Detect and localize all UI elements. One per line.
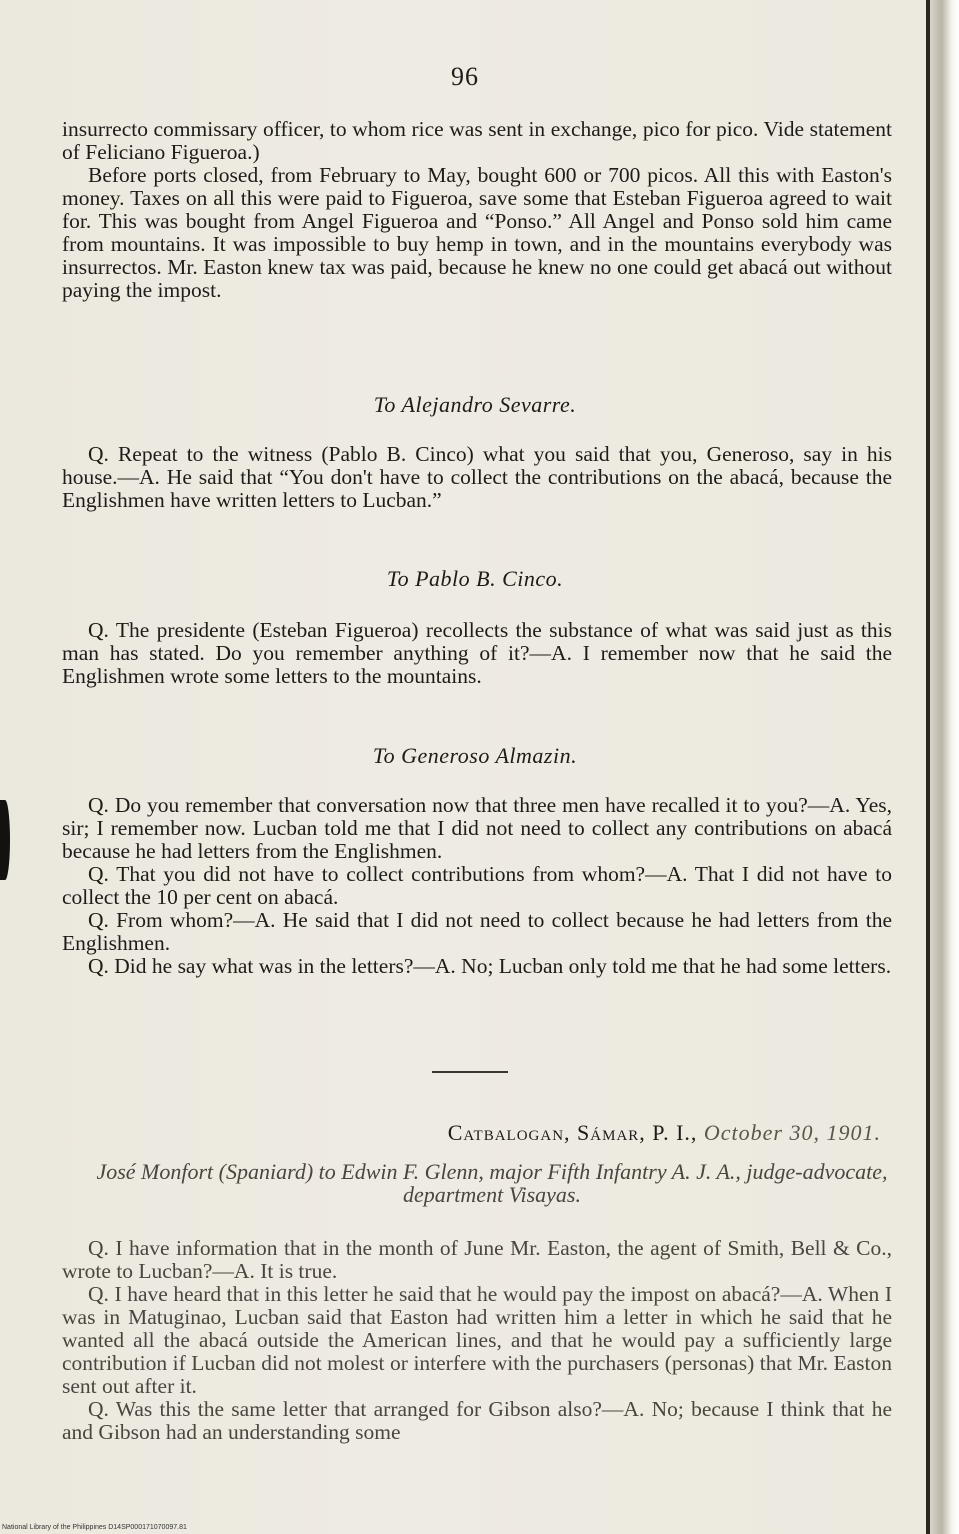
dateline-date: October 30, 1901.	[703, 1120, 881, 1145]
paragraph: Q. Do you remember that conversation now that three men have recalled it to you?—A. Yes, sir; I remember now. Lucban told me that I did not need to collect any contributions on abacá because he had letters from the Englishmen.	[62, 793, 892, 863]
paragraph: insurrecto commissary officer, to whom rice was sent in exchange, pico for pico. Vide statement of Feliciano Figueroa.)	[62, 117, 892, 164]
paragraph: Q. Was this the same letter that arranged for Gibson also?—A. No; because I think that he and Gibson had an understanding some	[62, 1397, 892, 1444]
paragraph: Q. I have heard that in this letter he said that he would pay the impost on abacá?—A. When I was in Matuginao, Lucban said that Easton had written him a letter in which he said that he wanted all the abacá outside the American lines, and that he would pay a sufficiently large contribution if Lucban did not molest or interfere with the purchasers (personas) that Mr. Easton sent out after it.	[62, 1282, 892, 1398]
paragraph: Q. The presidente (Esteban Figueroa) recollects the substance of what was said just as this man has stated. Do you remember anything of it?—A. I remember now that he said the Englishmen wrote some letters to the mountains.	[62, 618, 892, 688]
paragraph: Q. From whom?—A. He said that I did not need to collect because he had letters from the Englishmen.	[62, 908, 892, 955]
text-block-almazin	[62, 794, 892, 978]
text-block-cinco	[62, 619, 892, 688]
dateline-place: Catbalogan, Sámar, P. I.,	[447, 1120, 698, 1145]
paragraph: Q. Did he say what was in the letters?—A. No; Lucban only told me that he had some letters.	[88, 954, 892, 978]
text-block-easton-purchases	[62, 118, 892, 302]
paragraph: Q. Repeat to the witness (Pablo B. Cinco) what you said that you, Generoso, say in his house.—A. He said that “You don't have to collect the contributions on the abacá, because the Englishmen have written letters to Lucban.”	[62, 442, 892, 512]
testimony-caption: José Monfort (Spaniard) to Edwin F. Glenn, major Fifth Infantry A. J. A., judge-advocate, department Visayas.	[96, 1159, 888, 1207]
dateline	[448, 1120, 881, 1146]
scan-footer: National Library of the Philippines D14SP000171070097.81	[2, 1524, 187, 1531]
section-divider	[432, 1071, 508, 1073]
paragraph: Q. I have information that in the month of June Mr. Easton, the agent of Smith, Bell & Co., wrote to Lucban?—A. It is true.	[62, 1236, 892, 1283]
text-block-sevarre	[62, 443, 892, 512]
page-number: 96	[451, 62, 479, 91]
paragraph: Q. That you did not have to collect contributions from whom?—A. That I did not have to collect the 10 per cent on abacá.	[62, 862, 892, 909]
text-block-monfort	[62, 1237, 892, 1444]
paragraph: Before ports closed, from February to May, bought 600 or 700 picos. All this with Easton's money. Taxes on all this were paid to Figueroa, save some that Esteban Figueroa agreed to wait for. This was bought from Angel Figueroa and “Ponso.” All Angel and Ponso sold him came from mountains. It was impossible to buy hemp in town, and in the mountains everybody was insurrectos. Mr. Easton knew tax was paid, because he knew no one could get abacá out without paying the impost.	[62, 163, 892, 302]
section-heading-sevarre: To Alejandro Sevarre.	[373, 392, 577, 417]
section-heading-cinco: To Pablo B. Cinco.	[386, 566, 564, 591]
scan-blot	[0, 800, 10, 880]
section-heading-almazin: To Generoso Almazin.	[372, 743, 578, 768]
